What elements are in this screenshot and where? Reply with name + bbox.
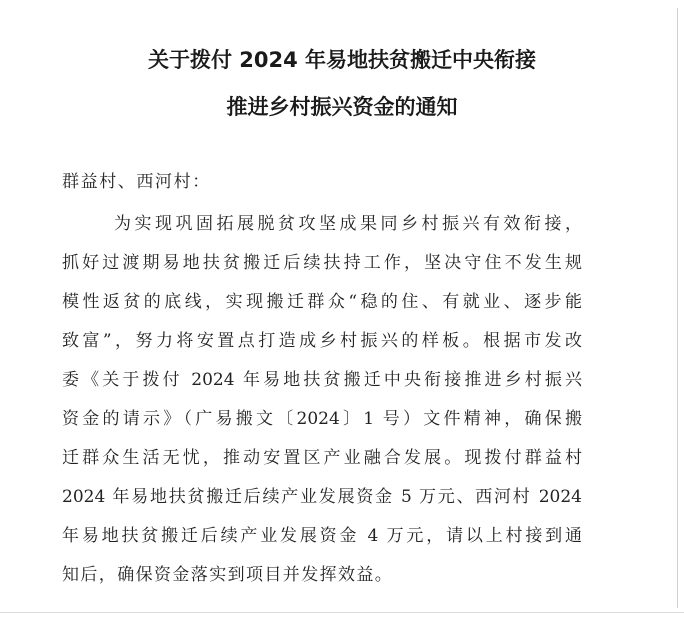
body-line: 抓好过渡期易地扶贫搬迁后续扶持工作，坚决守住不发生规 <box>62 253 582 273</box>
body-line: 模性返贫的底线，实现搬迁群众“稳的住、有就业、逐步能 <box>62 292 582 312</box>
document-title-line-1: 关于拨付 2024 年易地扶贫搬迁中央衔接 <box>147 48 537 72</box>
body-line: 年易地扶贫搬迁后续产业发展资金 4 万元，请以上村接到通 <box>62 526 582 546</box>
body-line: 致富”，努力将安置点打造成乡村振兴的样板。根据市发改 <box>62 331 582 351</box>
body-paragraph <box>62 205 582 595</box>
page-edge-bottom <box>0 612 684 613</box>
body-line: 委《关于拨付 2024 年易地扶贫搬迁中央衔接推进乡村振兴 <box>62 370 582 390</box>
salutation: 群益村、西河村： <box>62 172 211 192</box>
document-title-line-2: 推进乡村振兴资金的通知 <box>226 95 458 119</box>
body-line: 2024 年易地扶贫搬迁后续产业发展资金 5 万元、西河村 2024 <box>62 487 582 507</box>
body-line: 迁群众生活无忧，推动安置区产业融合发展。现拨付群益村 <box>62 448 582 468</box>
body-line: 知后，确保资金落实到项目并发挥效益。 <box>62 565 394 585</box>
body-line: 为实现巩固拓展脱贫攻坚成果同乡村振兴有效衔接， <box>114 214 582 234</box>
body-line: 资金的请示》（广易搬文〔2024〕1 号）文件精神，确保搬 <box>62 409 582 429</box>
